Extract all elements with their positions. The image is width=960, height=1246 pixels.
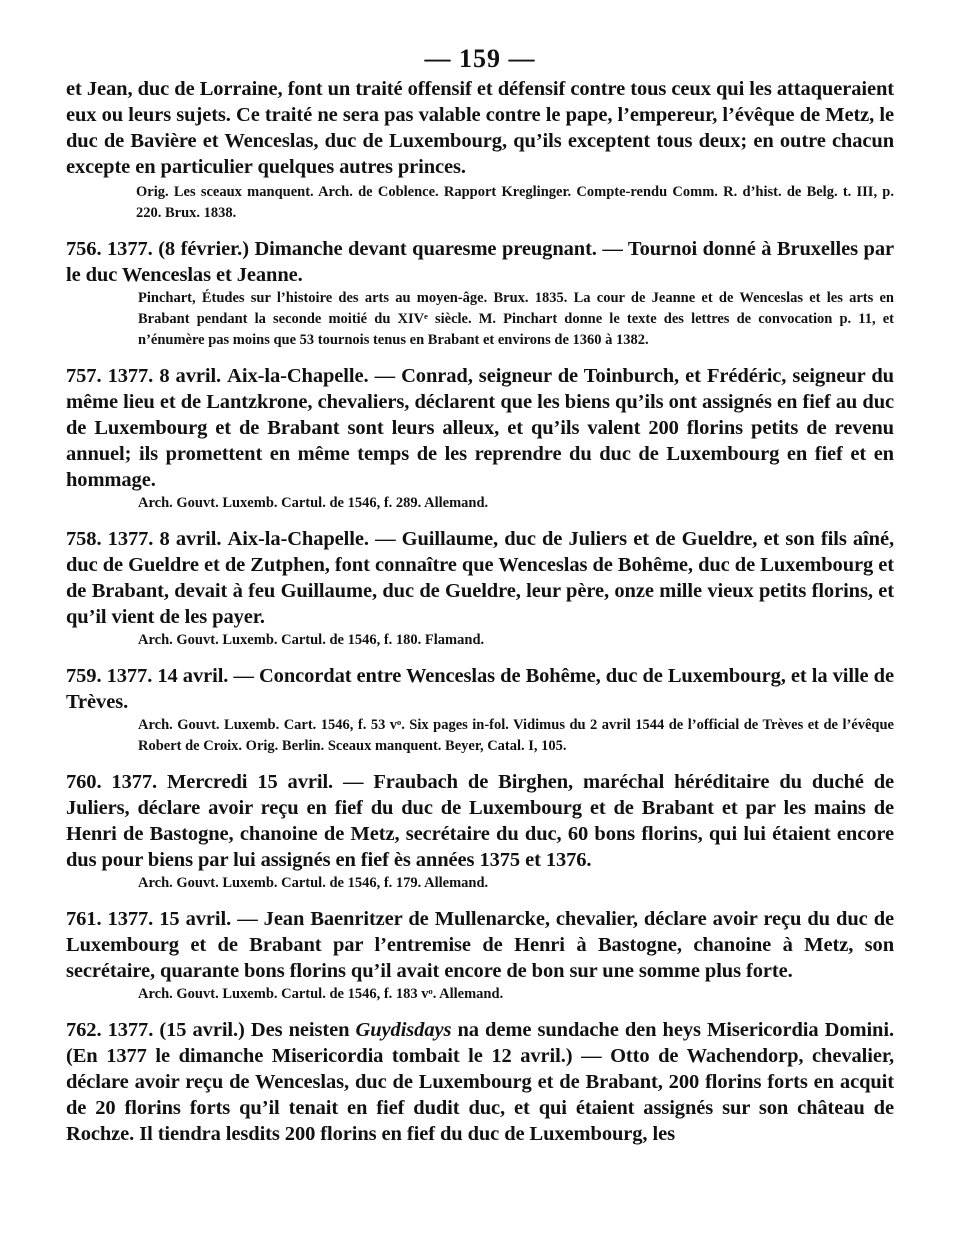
entry-756 [66,236,894,351]
entry-761 [66,906,894,1005]
entry-number: 758. [66,528,102,550]
entry-place-end: na deme sundache den heys Misericordia Domini. [457,1019,894,1041]
entry-text: — Fraubach de Birghen, maréchal héréditaire du duché de Juliers, déclare avoir reçu en fief du duc de Luxembourg et de Brabant et par les mains de Henri de Bastogne, chanoine de Metz, secrétaire du duc, 60 bons florins, qui lui étaient encore dus pour biens par lui assignés en fief ès années 1375 et 1376. [66,771,894,871]
entry-date: (8 février.) [158,238,249,260]
entry-759 [66,663,894,757]
entry-760 [66,769,894,894]
entry-date: 14 avril. [157,665,229,687]
source-note: Arch. Gouvt. Luxemb. Cart. 1546, f. 53 vᵒ. Six pages in-fol. Vidimus du 2 avril 1544 de l’official de Trèves et de l’évêque Robert de Croix. Orig. Berlin. Sceaux manquent. Beyer, Catal. I, 105. [138,717,894,754]
source-note: Arch. Gouvt. Luxemb. Cartul. de 1546, f. 180. Flamand. [138,632,485,648]
entry-text: — Tournoi donné à Bruxelles par le duc Wenceslas et Jeanne. [66,238,894,286]
entry-year: 1377. [107,365,154,387]
source-note: Arch. Gouvt. Luxemb. Cartul. de 1546, f. 179. Allemand. [138,875,489,891]
entry-year: 1377. [107,1019,154,1041]
entry-text: (En 1377 le dimanche Misericordia tombait le 12 avril.) — Otto de Wachendorp, chevalier, déclare avoir reçu de Wenceslas, duc de Luxembourg et de Brabant, 200 florins forts en acquit de 20 florins forts qu’il tenait en fief dudit duc, et qui étaient assignés sur son château de Rochze. Il tiendra lesdits 200 florins en fief du duc de Luxembourg, les [66,1045,894,1145]
entry-date: 8 avril. [159,365,222,387]
entry-place-italic: Guydisdays [355,1019,452,1041]
entry-place: Aix-la-Chapelle. [227,528,369,550]
entry-757 [66,363,894,514]
source-note: Arch. Gouvt. Luxemb. Cartul. de 1546, f. 183 vᵒ. Allemand. [138,986,504,1002]
source-note: Arch. Gouvt. Luxemb. Cartul. de 1546, f. 289. Allemand. [138,495,489,511]
entry-year: 1377. [107,908,154,930]
entry-date: 8 avril. [159,528,222,550]
entry-text: — Jean Baenritzer de Mullenarcke, chevalier, déclare avoir reçu du duc de Luxembourg et de Brabant par l’entremise de Henri à Bastogne, chanoine à Metz, son secrétaire, quarante bons florins qu’il avait encore de bon sur une somme plus forte. [66,908,894,982]
document-page [66,44,894,1147]
entry-number: 762. [66,1019,102,1041]
entry-year: 1377. [111,771,158,793]
entry-number: 757. [66,365,102,387]
entry-text: — Guillaume, duc de Juliers et de Gueldre, et son fils aîné, duc de Gueldre et de Zutphen, font connaître que Wenceslas de Bohême, duc de Luxembourg et de Brabant, devait à feu Guillaume, duc de Gueldre, leur père, onze mille vieux petits florins, et qu’il vient de les payer. [66,528,894,628]
entry-758 [66,526,894,651]
entry-year: 1377. [107,528,154,550]
page-number: — 159 — [424,44,536,73]
entry-place: Mercredi 15 avril. [167,771,334,793]
entry-date: 15 avril. [159,908,232,930]
entry-year: 1377. [106,665,153,687]
continuation-text: et Jean, duc de Lorraine, font un traité offensif et défensif contre tous ceux qui les attaqueraient eux ou leurs sujets. Ce traité ne sera pas valable contre le pape, l’empereur, l’évêque de Metz, le duc de Bavière et Wenceslas, duc de Luxembourg, qu’ils exceptent tous deux; en outre chacun excepte en particulier quelques autres princes. [66,78,894,178]
entry-762 [66,1017,894,1147]
entry-place: Dimanche devant quaresme preugnant. [254,238,597,260]
entry-number: 760. [66,771,102,793]
source-note: Pinchart, Études sur l’histoire des arts au moyen-âge. Brux. 1835. La cour de Jeanne et de Wenceslas et les arts en Brabant pendant la seconde moitié du XIVᵉ siècle. M. Pinchart donne le texte des lettres de convocation p. 11, et n’énumère pas moins que 53 tournois tenus en Brabant et environs de 1360 à 1382. [138,290,894,348]
entry-place: Aix-la-Chapelle. [227,365,369,387]
entry-text: — Conrad, seigneur de Toinburch, et Frédéric, seigneur du même lieu et de Lantzkrone, chevaliers, déclarent que les biens qu’ils ont assignés en fief au duc de Luxembourg et de Brabant sont leurs alleux, et qu’ils valent 200 florins petits de revenu annuel; ils promettent en même temps de les reprendre du duc de Luxembourg en fief et en hommage. [66,365,894,491]
entry-number: 761. [66,908,102,930]
entry-date: (15 avril.) [159,1019,245,1041]
entry-number: 759. [66,665,102,687]
source-note: Orig. Les sceaux manquent. Arch. de Coblence. Rapport Kreglinger. Compte-rendu Comm. R. d’hist. de Belg. t. III, p. 220. Brux. 1838. [136,184,894,221]
entry-year: 1377. [107,238,153,260]
entry-place-start: Des neisten [250,1019,350,1041]
entry-text: — Concordat entre Wenceslas de Bohême, duc de Luxembourg, et la ville de Trèves. [66,665,894,713]
entry-number: 756. [66,238,102,260]
continuation-block [66,76,894,224]
